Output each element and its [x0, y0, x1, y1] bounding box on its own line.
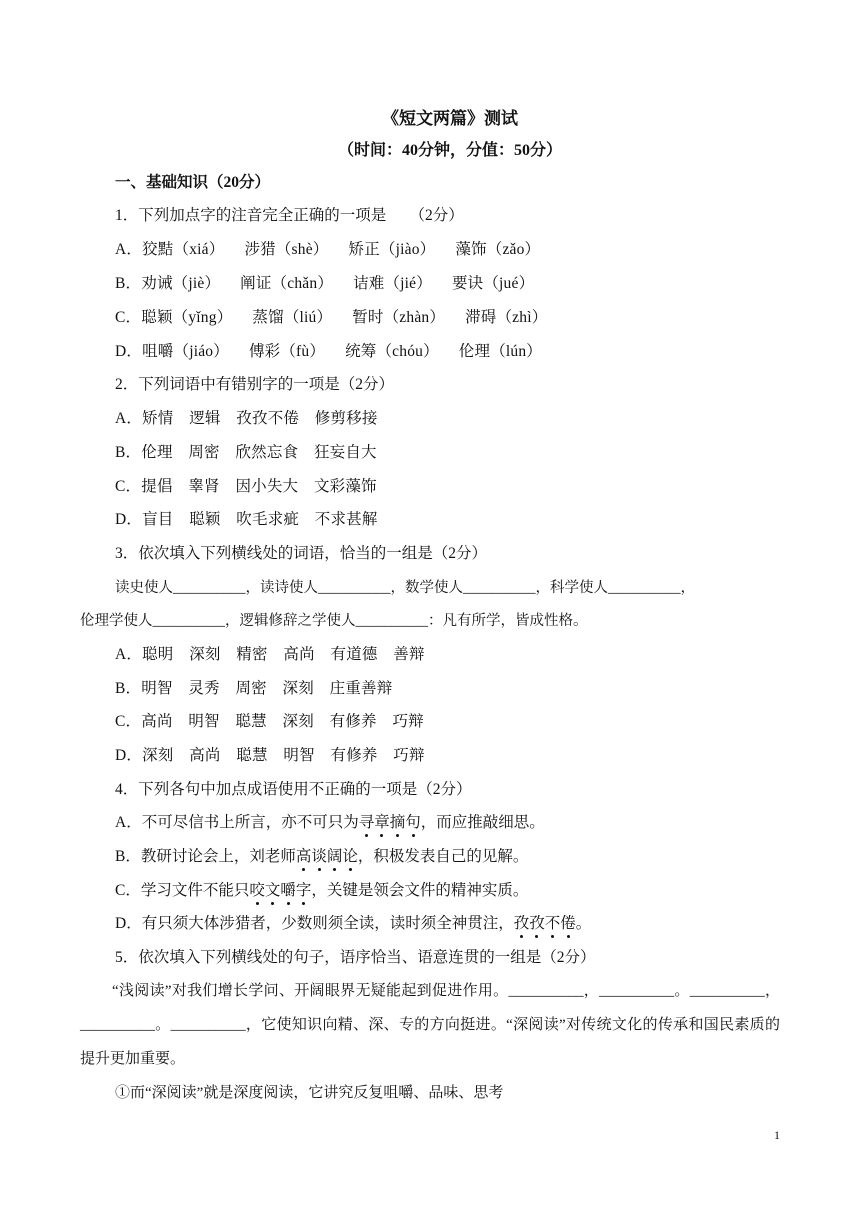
question-2-stem: 2．下列词语中有错别字的一项是（2分） — [115, 376, 395, 393]
option-letter: D． — [115, 343, 143, 360]
dotted-idiom — [296, 848, 358, 865]
q3-option-c: C．高尚 明智 聪慧 深刻 有修养 巧辩 — [115, 713, 424, 730]
dotted-idiom — [249, 882, 311, 899]
question-3-stem: 3．依次填入下列横线处的词语，恰当的一组是（2分） — [115, 545, 488, 562]
q3-passage-line-1: 读史使人__________，读诗使人__________，数学使人__________，科学使人__________， — [115, 580, 695, 596]
option-text: ，而应推敲细思。 — [420, 814, 545, 831]
word: 要诀（jué） — [451, 275, 535, 292]
dotted-char: 高 — [296, 846, 312, 868]
q1-option-c — [115, 307, 547, 329]
dotted-idiom — [514, 915, 576, 932]
dotted-char: 寻 — [359, 812, 375, 834]
question-5-stem: 5．依次填入下列横线处的句子，语序恰当、语意连贯的一组是（2分） — [115, 949, 596, 966]
option-text: C．学习文件不能只 — [115, 882, 250, 899]
word: 矫正（jiào） — [348, 241, 436, 258]
word: 狡黠（xiá） — [142, 241, 225, 258]
question-4-stem: 4．下列各句中加点成语使用不正确的一项是（2分） — [115, 781, 472, 798]
dotted-char: 句 — [405, 812, 421, 834]
word: 统筹（chóu） — [345, 343, 439, 360]
option-letter: A． — [115, 241, 143, 258]
q2-option-d: D．盲目 聪颖 吹毛求疵 不求甚解 — [115, 511, 378, 528]
q2-option-b: B．伦理 周密 欣然忘食 狂妄自大 — [115, 444, 377, 461]
dotted-char: 字 — [296, 880, 312, 902]
word: 阐证（chǎn） — [240, 275, 334, 292]
page-subtitle: （时间：40分钟，分值：50分） — [337, 142, 562, 159]
question-1-stem: 1．下列加点字的注音完全正确的一项是 （2分） — [115, 207, 464, 224]
dotted-char: 论 — [342, 846, 358, 868]
dotted-char: 嚼 — [280, 880, 296, 902]
q5-passage: “浅阅读”对我们增长学问、开阔眼界无疑能起到促进作用。__________，__________。__________，__________。__________，它使知识向精、深、专的方向挺进。“深阅读”对传统文化的传承和国民素质的提升更加重要。 — [80, 983, 780, 1067]
option-text: D．有只须大体涉猎者，少数则须全读，读时须全神贯注， — [115, 915, 514, 932]
word: 咀嚼（jiáo） — [142, 343, 229, 360]
page-title: 《短文两篇》测试 — [382, 109, 518, 128]
option-text: B．教研讨论会上，刘老师 — [115, 848, 296, 865]
option-letter: C． — [115, 309, 142, 326]
word: 诘难（jié） — [353, 275, 432, 292]
q2-option-a: A．矫情 逻辑 孜孜不倦 修剪移接 — [115, 410, 378, 427]
option-text: ，积极发表自己的见解。 — [357, 848, 529, 865]
option-text: A．不可尽信书上所言，亦不可只为 — [115, 814, 359, 831]
dotted-char: 倦 — [560, 913, 576, 935]
page-number: 1 — [774, 1128, 780, 1142]
q4-option-a — [115, 812, 545, 834]
q1-option-a — [115, 239, 540, 261]
q1-option-b — [115, 273, 534, 295]
q2-option-c: C．提倡 睾肾 因小失大 文彩藻饰 — [115, 478, 377, 495]
q4-option-d — [115, 913, 591, 935]
dotted-char: 孜 — [514, 913, 530, 935]
word: 伦理（lún） — [458, 343, 543, 360]
dotted-char: 咬 — [249, 880, 265, 902]
q4-option-b — [115, 846, 528, 868]
q5-item-1: ①而“深阅读”就是深度阅读，它讲究反复咀嚼、品味、思考 — [115, 1085, 504, 1101]
word: 暂时（zhàn） — [352, 309, 446, 326]
word: 聪颖（yǐng） — [141, 309, 233, 326]
q4-option-c — [115, 880, 528, 902]
dotted-char: 文 — [265, 880, 281, 902]
dotted-char: 谈 — [311, 846, 327, 868]
dotted-char: 章 — [374, 812, 390, 834]
dotted-char: 孜 — [529, 913, 545, 935]
word: 滞碍（zhì） — [465, 309, 548, 326]
word: 劝诫（jiè） — [141, 275, 221, 292]
q3-option-b: B．明智 灵秀 周密 深刻 庄重善辩 — [115, 680, 393, 697]
q3-option-a: A．聪明 深刻 精密 高尚 有道德 善辩 — [115, 646, 425, 663]
word: 蒸馏（liú） — [252, 309, 333, 326]
word: 藻饰（zǎo） — [455, 241, 541, 258]
section-heading: 一、基础知识（20分） — [115, 174, 271, 191]
option-letter: B． — [115, 275, 142, 292]
dotted-char: 阔 — [327, 846, 343, 868]
option-text: 。 — [575, 915, 592, 932]
dotted-char: 摘 — [390, 812, 406, 834]
word: 涉猎（shè） — [244, 241, 329, 258]
dotted-char: 不 — [545, 913, 561, 935]
option-text: ，关键是领会文件的精神实质。 — [311, 882, 529, 899]
word: 傅彩（fù） — [248, 343, 326, 360]
q3-option-d: D．深刻 高尚 聪慧 明智 有修养 巧辩 — [115, 747, 425, 764]
dotted-idiom — [359, 814, 421, 831]
q1-option-d — [115, 341, 542, 363]
q3-passage-line-2: 伦理学使人__________，逻辑修辞之学使人__________：凡有所学，皆成性格。 — [80, 613, 588, 629]
